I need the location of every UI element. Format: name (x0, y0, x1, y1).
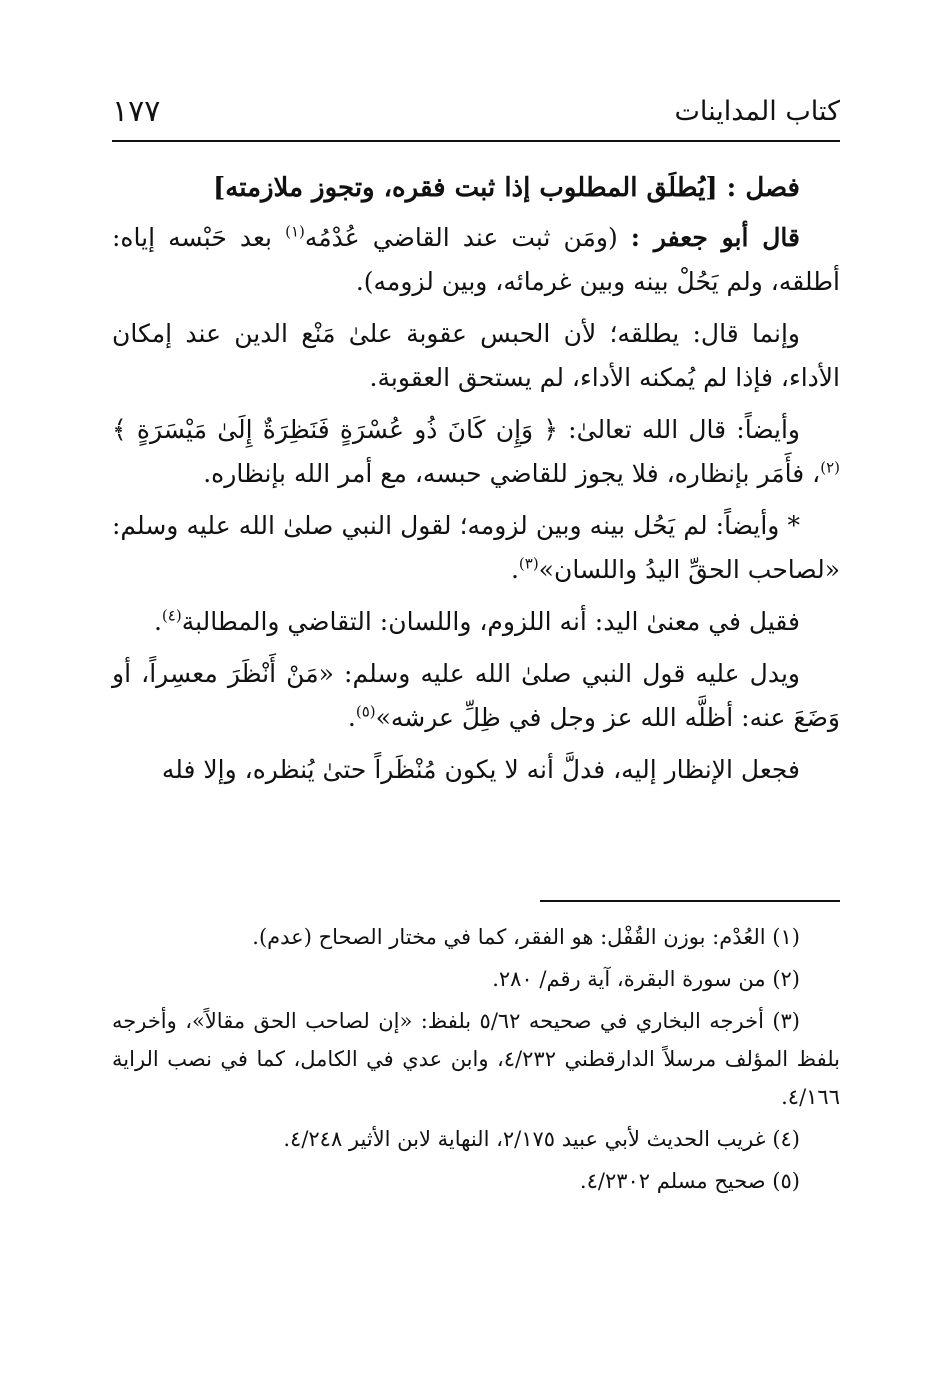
footnote-1: (١) العُدْم: بوزن القُفْل: هو الفقر، كما في مختار الصحاح (عدم). (252, 925, 800, 949)
page-header (112, 96, 840, 140)
footnote-separator (540, 900, 840, 902)
paragraph-tail: ، فأَمَر بإنظاره، فلا يجوز للقاضي حبسه، مع أمر الله بإنظاره. (203, 459, 821, 488)
footnote-5: (٥) صحيح مسلم ٤/٢٣٠٢. (579, 1169, 800, 1193)
page-number: ١٧٧ (112, 94, 161, 129)
footnote-ref: (٥) (355, 702, 376, 721)
footnotes (112, 918, 840, 1204)
footnote-ref: (٢) (820, 458, 840, 477)
paragraph-3 (112, 408, 840, 496)
paragraph-tail: بعد حَبْسه إياه: أطلقه، ولم يَحُلْ بينه وبين غرمائه، وبين لزومه). (112, 223, 840, 296)
paragraph-text: وإنما قال: يطلقه؛ لأن الحبس عقوبة علىٰ مَنْع الدين عند إمكان الأداء، فإذا لم يُمكنه الأداء، لم يستحق العقوبة. (112, 319, 840, 392)
footnote-ref: (٣) (518, 554, 539, 573)
paragraph-5 (112, 600, 840, 644)
paragraph-text: فقيل في معنىٰ اليد: أنه اللزوم، واللسان: التقاضي والمطالبة (181, 607, 800, 636)
paragraph-text: وأيضاً: قال الله تعالىٰ: ﴿ وَإِن كَانَ ذُو عُسْرَةٍ فَنَظِرَةٌ إِلَىٰ مَيْسَرَةٍ ﴾ (112, 415, 800, 444)
paragraph-text: * وأيضاً: لم يَحُل بينه وبين لزومه؛ لقول النبي صلىٰ الله عليه وسلم: «لصاحب الحقِّ اليدُ واللسان» (112, 511, 840, 584)
paragraph-1 (112, 216, 840, 304)
paragraph-6 (112, 652, 840, 740)
running-title: كتاب المداينات (674, 96, 840, 127)
paragraph-text: ويدل عليه قول النبي صلىٰ الله عليه وسلم: «مَنْ أَنْظَرَ معسِراً، أو وَضَعَ عنه: أظلَّه الله عز وجل في ظِلِّ عرشه» (112, 659, 840, 732)
main-text (112, 166, 840, 800)
speaker-lead: قال أبو جعفر : (630, 223, 800, 252)
header-rule (112, 140, 840, 142)
paragraph-2 (112, 312, 840, 400)
paragraph-tail: . (153, 607, 162, 636)
footnote-2: (٢) من سورة البقرة، آية رقم/ ٢٨٠. (492, 967, 800, 991)
footnote-4: (٤) غريب الحديث لأبي عبيد ٢/١٧٥، النهاية لابن الأثير ٤/٢٤٨. (283, 1127, 800, 1151)
footnote-ref: (٤) (161, 606, 182, 625)
paragraph-tail: . (510, 555, 519, 584)
footnote-3: (٣) أخرجه البخاري في صحيحه ٥/٦٢ بلفظ: «إن لصاحب الحق مقالاً»، وأخرجه بلفظ المؤلف مرسلاً الدارقطني ٤/٢٣٢، وابن عدي في الكامل، كما في نصب الراية ٤/١٦٦. (112, 1009, 840, 1109)
paragraph-tail: . (347, 703, 356, 732)
paragraph-7 (112, 748, 840, 792)
paragraph-text: (ومَن ثبت عند القاضي عُدْمُه (304, 223, 631, 252)
paragraph-text: فجعل الإنظار إليه، فدلَّ أنه لا يكون مُنْظَراً حتىٰ يُنظره، وإلا فله (161, 755, 800, 784)
footnote-ref: (١) (285, 222, 305, 241)
paragraph-4 (112, 504, 840, 592)
section-heading: فصل : [يُطلَق المطلوب إذا ثبت فقره، وتجوز ملازمته] (212, 173, 800, 203)
